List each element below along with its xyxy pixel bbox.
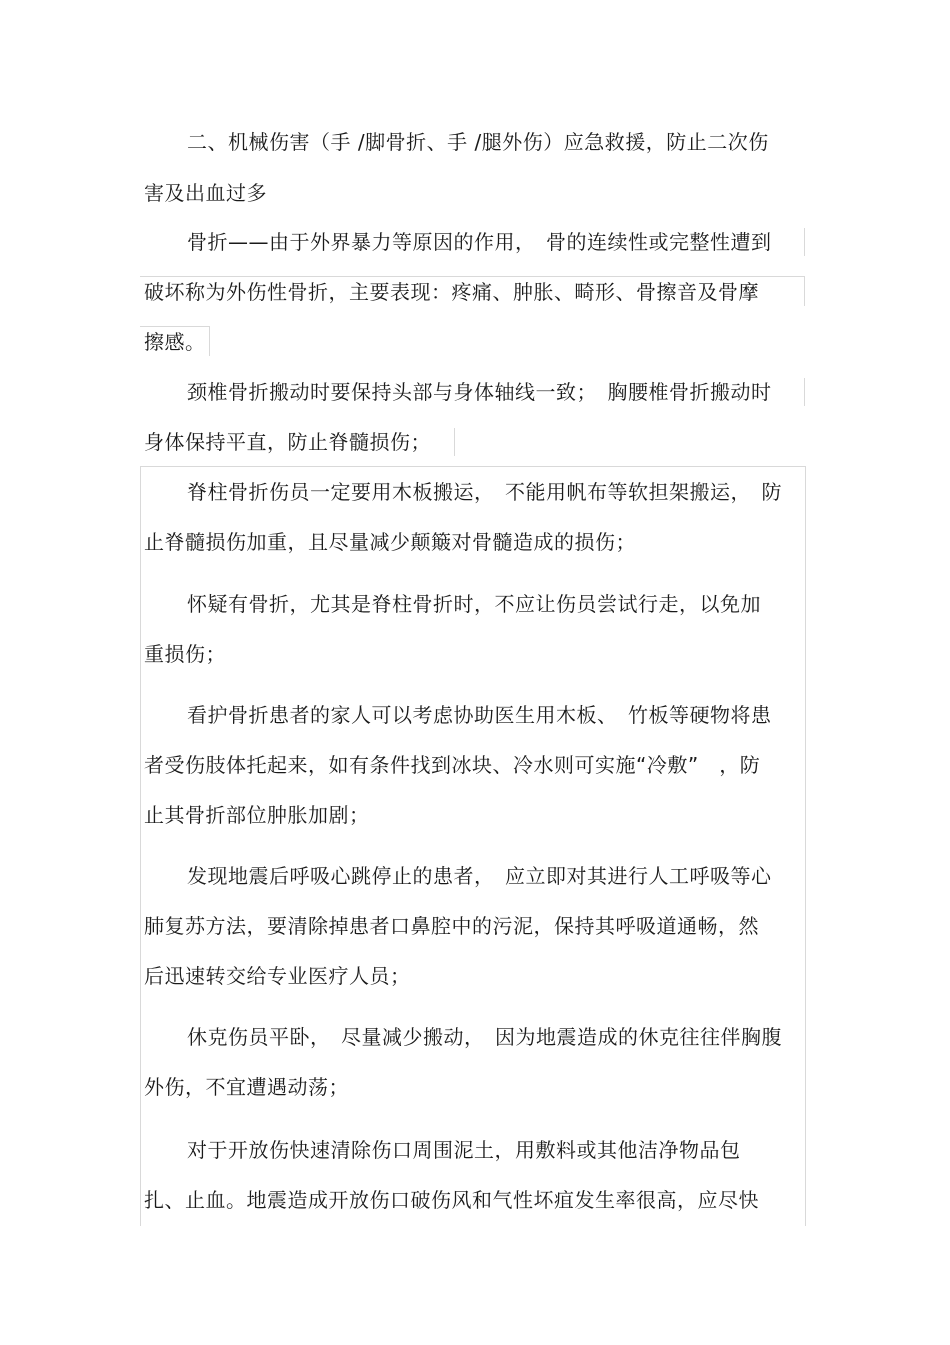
paragraph-line: 扎、止血。地震造成开放伤口破伤风和气性坏疽发生率很高，应尽快 bbox=[144, 1188, 759, 1212]
frame-line bbox=[804, 228, 805, 256]
paragraph-line: 外伤，不宜遭遇动荡； bbox=[144, 1075, 349, 1099]
section-heading-line: 害及出血过多 bbox=[144, 181, 267, 205]
paragraph-line: 破坏称为外伤性骨折，主要表现：疼痛、肿胀、畸形、骨擦音及骨摩 bbox=[144, 280, 759, 304]
paragraph-line: 骨折——由于外界暴力等原因的作用， 骨的连续性或完整性遭到 bbox=[187, 230, 772, 254]
frame-line bbox=[209, 326, 210, 356]
paragraph-line: 怀疑有骨折，尤其是脊柱骨折时，不应让伤员尝试行走，以免加 bbox=[187, 592, 761, 616]
frame-line bbox=[140, 276, 805, 277]
paragraph-line: 脊柱骨折伤员一定要用木板搬运， 不能用帆布等软担架搬运， 防 bbox=[187, 480, 782, 504]
paragraph-line: 肺复苏方法，要清除掉患者口鼻腔中的污泥，保持其呼吸道通畅，然 bbox=[144, 914, 759, 938]
frame-line bbox=[454, 428, 455, 456]
paragraph-line: 对于开放伤快速清除伤口周围泥土，用敷料或其他洁净物品包 bbox=[187, 1138, 741, 1162]
paragraph-line: 擦感。 bbox=[144, 330, 206, 354]
section-heading-line: 二、机械伤害（手 /脚骨折、手 /腿外伤）应急救援，防止二次伤 bbox=[187, 130, 769, 154]
paragraph-line: 看护骨折患者的家人可以考虑协助医生用木板、 竹板等硬物将患 bbox=[187, 703, 772, 727]
frame-line bbox=[140, 326, 210, 327]
paragraph-line: 颈椎骨折搬动时要保持头部与身体轴线一致； 胸腰椎骨折搬动时 bbox=[187, 380, 772, 404]
paragraph-line: 身体保持平直，防止脊髓损伤； bbox=[144, 430, 431, 454]
paragraph-line: 止脊髓损伤加重，且尽量减少颠簸对骨髓造成的损伤； bbox=[144, 530, 636, 554]
paragraph-line: 休克伤员平卧， 尽量减少搬动， 因为地震造成的休克往往伴胸腹 bbox=[187, 1025, 782, 1049]
paragraph-line: 者受伤肢体托起来，如有条件找到冰块、冷水则可实施“冷敷” ，防 bbox=[144, 753, 761, 777]
paragraph-line: 发现地震后呼吸心跳停止的患者， 应立即对其进行人工呼吸等心 bbox=[187, 864, 772, 888]
paragraph-line: 止其骨折部位肿胀加剧； bbox=[144, 803, 370, 827]
frame-line bbox=[804, 378, 805, 406]
paragraph-line: 后迅速转交给专业医疗人员； bbox=[144, 964, 411, 988]
paragraph-line: 重损伤； bbox=[144, 642, 226, 666]
frame-line bbox=[140, 466, 141, 1226]
frame-line bbox=[140, 466, 806, 467]
frame-line bbox=[805, 466, 806, 1226]
frame-line bbox=[804, 276, 805, 306]
